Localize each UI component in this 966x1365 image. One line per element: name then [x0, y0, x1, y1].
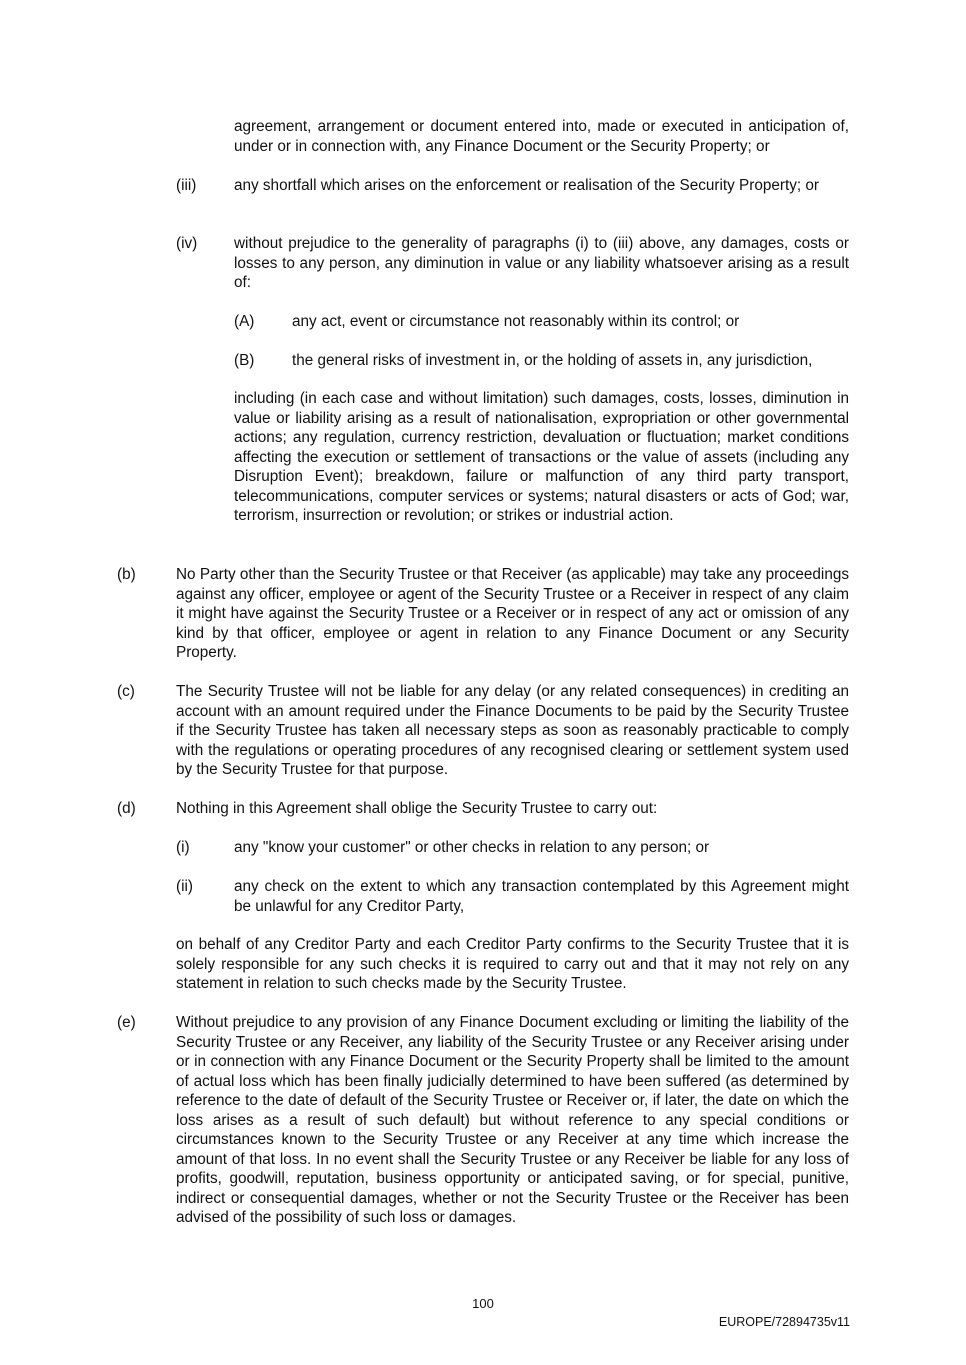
item-text-d-ii: any check on the extent to which any transaction contemplated by this Agreement might be unlawful for any Creditor Party, [234, 878, 849, 915]
clause-number-c: (c) [117, 683, 135, 700]
clause-number-d: (d) [117, 800, 136, 817]
item-number-d-i: (i) [176, 839, 190, 856]
clause-number-e: (e) [117, 1014, 136, 1031]
page-number: 100 [472, 1296, 494, 1311]
clause-text-d: Nothing in this Agreement shall oblige the Security Trustee to carry out: [176, 800, 658, 817]
continued-paragraph: agreement, arrangement or document entered into, made or executed in anticipation of, under or in connection with, any Finance Document or the Security Property; or [234, 118, 849, 155]
item-text-iv: without prejudice to the generality of paragraphs (i) to (iii) above, any damages, costs or losses to any person, any diminution in value or any liability whatsoever arising as a result of: [234, 235, 849, 291]
subitem-text-A: any act, event or circumstance not reasonably within its control; or [292, 313, 740, 330]
subitem-number-A: (A) [234, 313, 255, 330]
clause-number-b: (b) [117, 566, 136, 583]
item-number-d-ii: (ii) [176, 878, 193, 895]
item-text-iii: any shortfall which arises on the enforcement or realisation of the Security Property; or [234, 177, 819, 194]
clause-text-c: The Security Trustee will not be liable for any delay (or any related consequences) in crediting an account with an amount required under the Finance Documents to be paid by the Security Trustee if the Security Trustee has taken all necessary steps as soon as reasonably practicable to comply with the regulations or operating procedures of any recognised clearing or settlement system used by the Security Trustee for that purpose. [176, 683, 849, 778]
item-iv-tail: including (in each case and without limitation) such damages, costs, losses, diminution in value or liability arising as a result of nationalisation, expropriation or other governmental actions; any regulation, currency restriction, devaluation or fluctuation; market conditions affecting the execution or settlement of transactions or the value of assets (including any Disruption Event); breakdown, failure or malfunction of any third party transport, telecommunications, computer services or systems; natural disasters or acts of God; war, terrorism, insurrection or revolution; or strikes or industrial action. [234, 390, 849, 524]
subitem-number-B: (B) [234, 352, 255, 369]
item-number-iv: (iv) [176, 235, 198, 252]
clause-text-b: No Party other than the Security Trustee or that Receiver (as applicable) may take any proceedings against any officer, employee or agent of the Security Trustee or a Receiver in respect of any claim it might have against the Security Trustee or a Receiver or in respect of any act or omission of any kind by that officer, employee or agent in relation to any Finance Document or any Security Property. [176, 566, 849, 661]
subitem-text-B: the general risks of investment in, or the holding of assets in, any jurisdiction, [292, 352, 813, 369]
document-reference: EUROPE/72894735v11 [718, 1315, 850, 1329]
clause-text-e: Without prejudice to any provision of any Finance Document excluding or limiting the liability of the Security Trustee or any Receiver, any liability of the Security Trustee or any Receiver arising under or in connection with any Finance Document or the Security Property shall be limited to the amount of actual loss which has been finally judicially determined to have been suffered (as determined by reference to the date of default of the Security Trustee or Receiver or, if later, the date on which the loss arises as a result of such default) but without reference to any special conditions or circumstances known to the Security Trustee or any Receiver at any time which increase the amount of that loss. In no event shall the Security Trustee or any Receiver be liable for any loss of profits, goodwill, reputation, business opportunity or anticipated saving, or for special, punitive, indirect or consequential damages, whether or not the Security Trustee or the Receiver has been advised of the possibility of such loss or damages. [176, 1014, 849, 1226]
item-number-iii: (iii) [176, 177, 197, 194]
clause-d-tail: on behalf of any Creditor Party and each Creditor Party confirms to the Security Trustee that it is solely responsible for any such checks it is required to carry out and that it may not rely on any statement in relation to such checks made by the Security Trustee. [176, 936, 849, 992]
item-text-d-i: any "know your customer" or other checks in relation to any person; or [234, 839, 710, 856]
